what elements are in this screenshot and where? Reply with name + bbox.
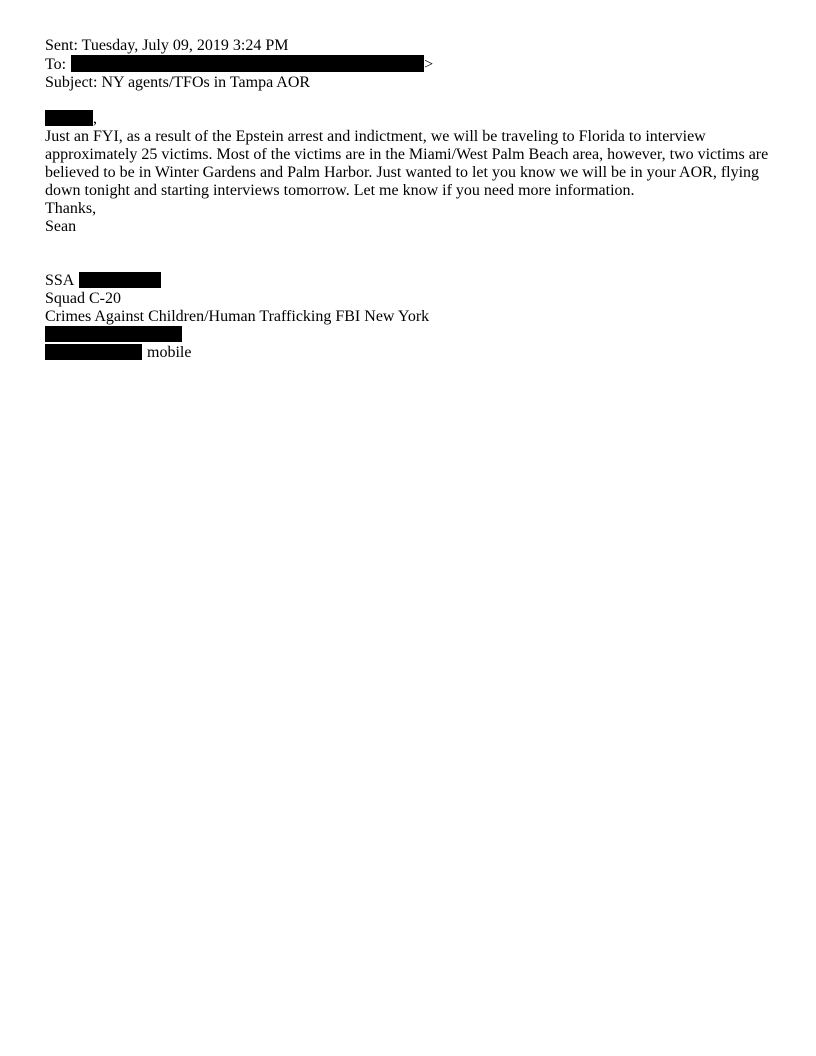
sent-line [45,37,771,55]
signature-redacted-line [45,326,771,344]
blank-line [45,236,771,254]
redaction-bar-mobile-number [45,344,142,360]
signature-title-line [45,272,771,290]
mobile-label: mobile [147,344,192,361]
blank-line [45,254,771,272]
to-label: To: [45,56,67,73]
ssa-label: SSA [45,272,75,289]
redaction-bar-to-recipient [71,55,424,72]
sender-name: Sean [45,218,77,235]
sent-text: Sent: Tuesday, July 09, 2019 3:24 PM [45,37,289,54]
greeting-punctuation: , [93,110,97,127]
redaction-bar-greeting-name [45,110,93,126]
signature-mobile-line [45,344,771,362]
closing-line: Thanks, [45,200,97,217]
email-body-paragraph: Just an FYI, as a result of the Epstein arrest and indictment, we will be traveling to Florida to interview approximately 25 victims. Most of the victims are in the Miami/West Palm Beach area, however, two victims are believed to be in Winter Gardens and Palm Harbor. Just wanted to let you know we will be in your AOR, flying down tonight and starting interviews tomorrow. Let me know if you need more information. [45,128,769,199]
signature-squad-line: Squad C-20 [45,290,121,307]
greeting-line [45,110,771,128]
blank-line [45,92,771,110]
subject-line [45,74,771,92]
to-suffix: > [424,56,434,73]
redaction-bar-signature-line [45,326,182,342]
to-line [45,55,771,74]
subject-text: Subject: NY agents/TFOs in Tampa AOR [45,74,311,91]
redaction-bar-ssa-name [79,272,161,288]
signature-unit-line: Crimes Against Children/Human Trafficking FBI New York [45,308,430,325]
